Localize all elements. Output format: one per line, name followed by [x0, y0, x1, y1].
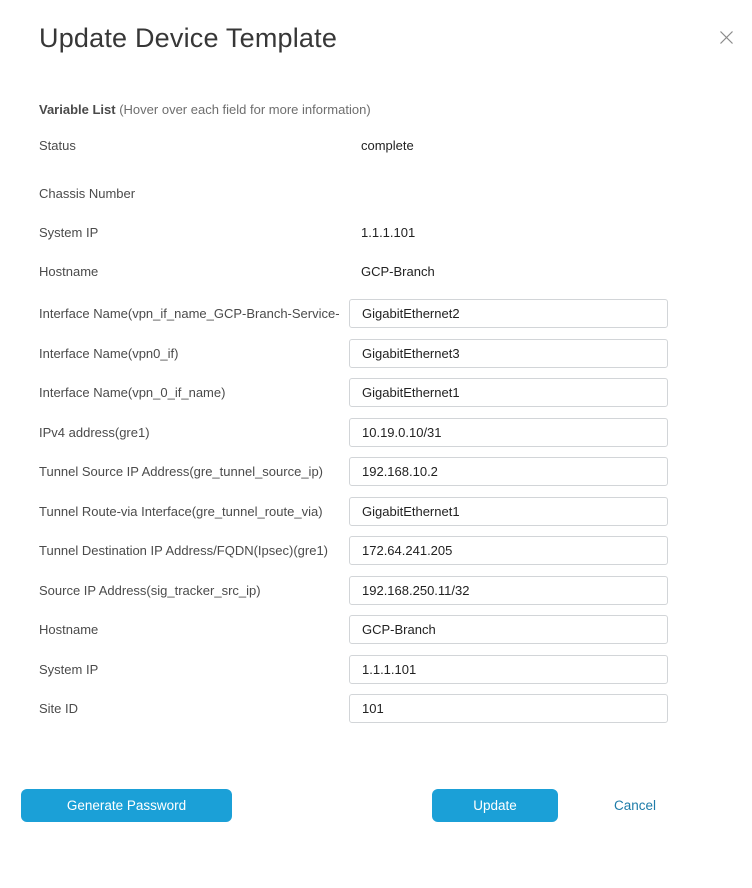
field-value: 1.1.1.101 — [361, 225, 416, 240]
field-label: Interface Name(vpn0_if) — [39, 345, 179, 361]
field-value: complete — [361, 138, 414, 153]
static-field-list — [0, 131, 752, 286]
field-input[interactable] — [349, 457, 668, 486]
input-field-row — [0, 378, 752, 407]
page-title: Update Device Template — [39, 23, 338, 53]
field-input[interactable] — [349, 655, 668, 684]
field-label: Site ID — [39, 701, 79, 716]
input-field-list — [0, 299, 752, 723]
field-input[interactable] — [349, 615, 668, 644]
x-icon — [719, 30, 734, 45]
variable-list-heading — [39, 102, 752, 117]
field-label: Tunnel Destination IP Address/FQDN(Ipsec)(gre1) — [39, 543, 329, 558]
variable-list-label: Variable List — [39, 102, 116, 117]
cancel-link[interactable]: Cancel — [614, 798, 657, 813]
static-field-row — [0, 257, 752, 286]
input-field-row — [0, 339, 752, 368]
input-field-row — [0, 694, 752, 723]
input-field-row — [0, 615, 752, 644]
dialog-footer — [0, 789, 752, 823]
input-field-row — [0, 299, 752, 328]
field-label: Tunnel Source IP Address(gre_tunnel_source_ip) — [39, 464, 324, 479]
field-value: GCP-Branch — [361, 264, 435, 279]
field-input[interactable] — [349, 576, 668, 605]
static-field-row — [0, 218, 752, 247]
field-input[interactable] — [349, 694, 668, 723]
input-field-row — [0, 536, 752, 565]
static-field-row — [0, 179, 752, 208]
field-label: Tunnel Route-via Interface(gre_tunnel_route_via) — [39, 503, 323, 519]
generate-password-button[interactable]: Generate Password — [21, 789, 232, 822]
input-field-row — [0, 576, 752, 605]
field-input[interactable] — [349, 339, 668, 368]
field-label: IPv4 address(gre1) — [39, 424, 150, 440]
field-input[interactable] — [349, 536, 668, 565]
input-field-row — [0, 418, 752, 447]
static-field-row — [0, 131, 752, 160]
close-icon[interactable] — [717, 28, 735, 46]
input-field-row — [0, 457, 752, 486]
field-input[interactable] — [349, 497, 668, 526]
field-label: Hostname — [39, 264, 99, 279]
field-label: System IP — [39, 225, 99, 240]
field-label: Source IP Address(sig_tracker_src_ip) — [39, 582, 261, 598]
input-field-row — [0, 497, 752, 526]
field-label: Chassis Number — [39, 186, 136, 201]
input-field-row — [0, 655, 752, 684]
field-label: Hostname — [39, 622, 99, 637]
update-button[interactable]: Update — [432, 789, 558, 822]
field-label: Interface Name(vpn_0_if_name) — [39, 385, 226, 400]
field-input[interactable] — [349, 299, 668, 328]
field-label: Interface Name(vpn_if_name_GCP-Branch-Service- — [39, 306, 340, 321]
field-label: System IP — [39, 661, 99, 677]
field-input[interactable] — [349, 418, 668, 447]
update-device-template-dialog — [0, 23, 752, 888]
field-input[interactable] — [349, 378, 668, 407]
variable-list-hint: (Hover over each field for more information) — [119, 102, 371, 117]
field-label: Status — [39, 138, 76, 153]
